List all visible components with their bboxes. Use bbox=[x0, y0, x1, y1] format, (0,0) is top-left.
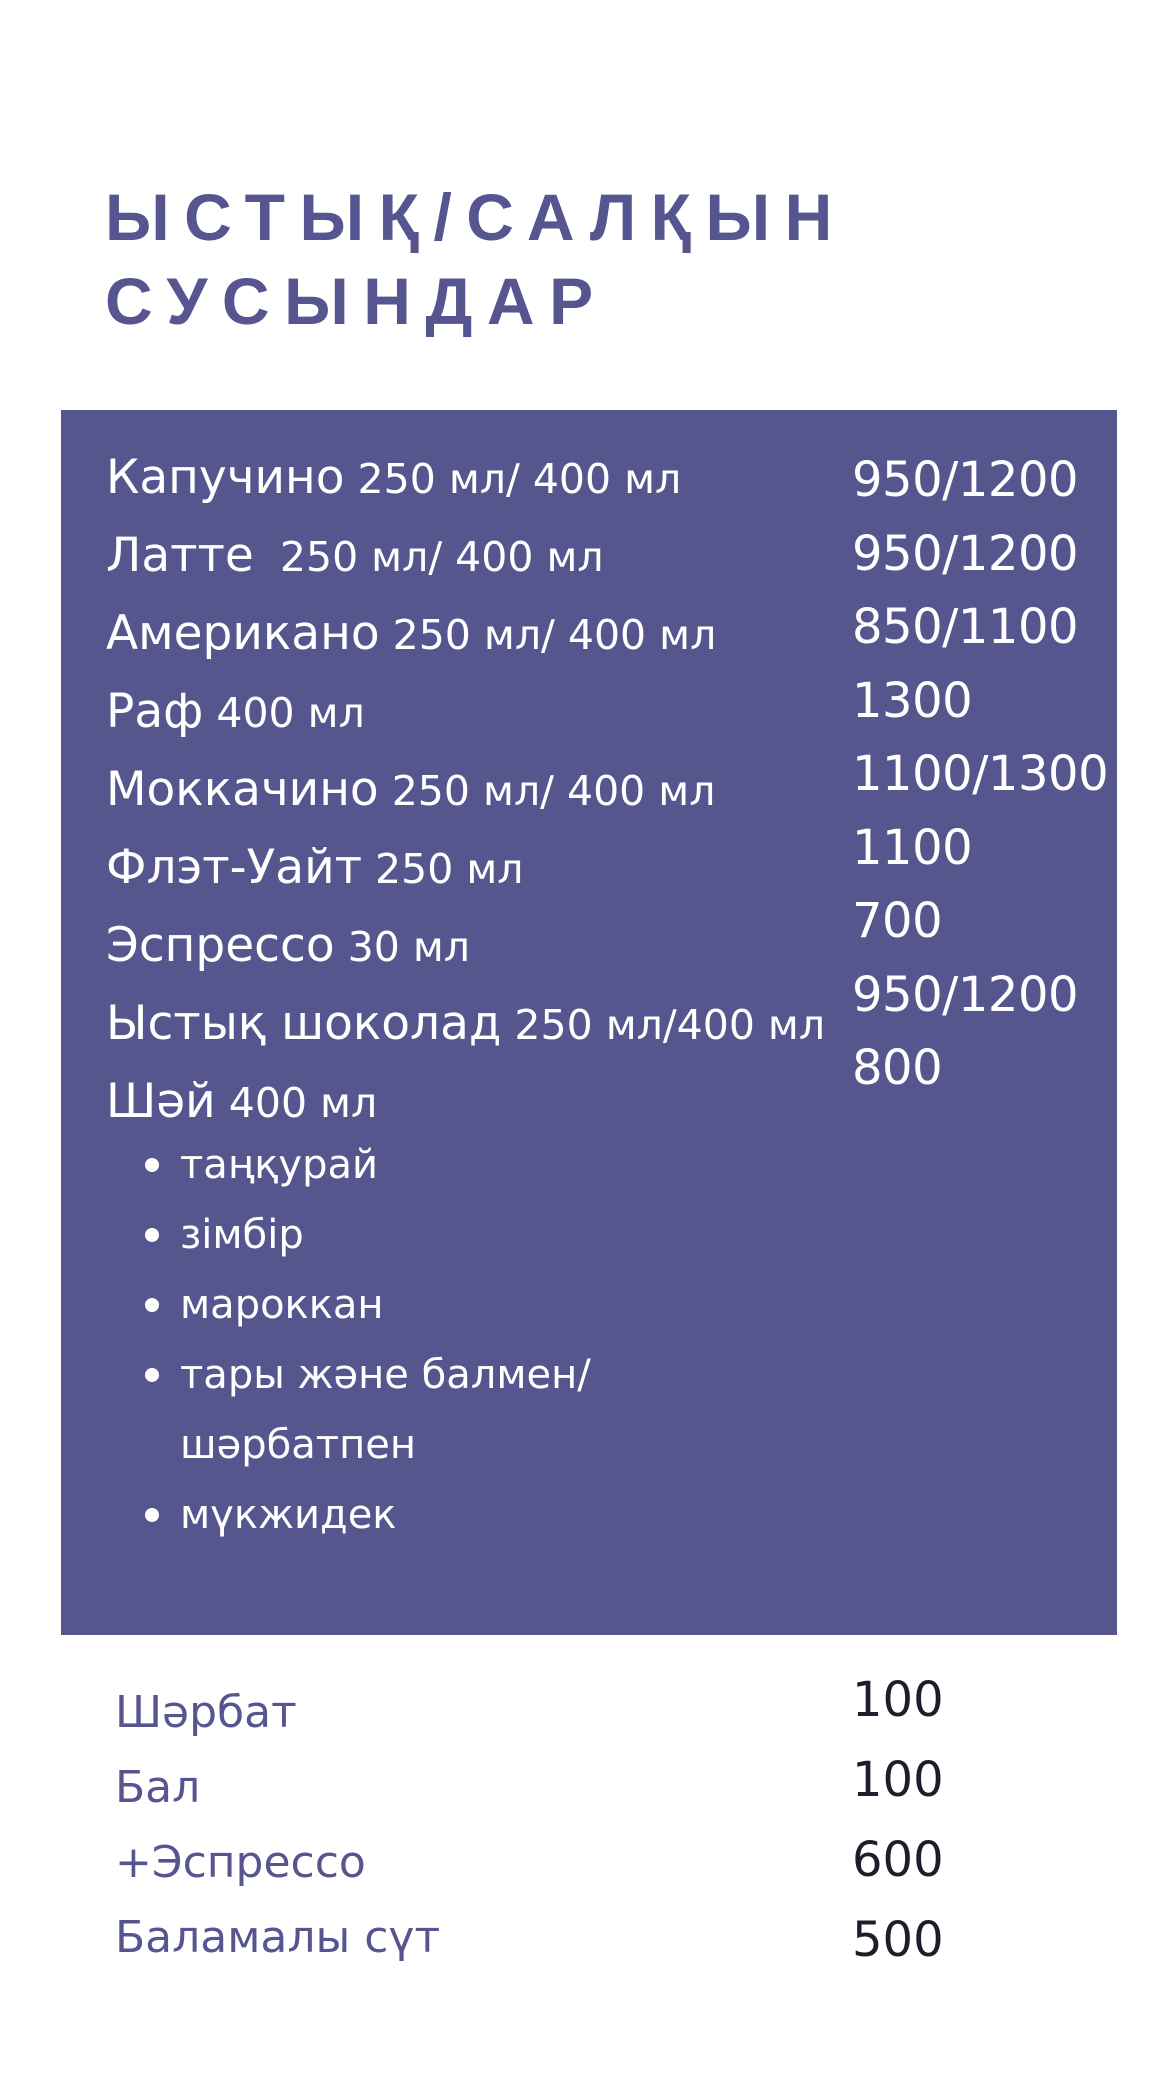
drink-volume: 250 мл/ 400 мл bbox=[379, 611, 717, 659]
extra-name: Бал bbox=[115, 1762, 201, 1813]
drink-volume: 250 мл/400 мл bbox=[501, 1001, 826, 1049]
tea-option-label: таңқурай bbox=[180, 1142, 378, 1188]
tea-option-label: шәрбатпен bbox=[180, 1422, 416, 1468]
bullet-icon bbox=[145, 1298, 159, 1312]
drink-row-latte bbox=[106, 516, 856, 594]
drink-name: Флэт-Уайт bbox=[106, 840, 362, 895]
drink-price: 1100 bbox=[852, 819, 973, 876]
drink-price: 850/1100 bbox=[852, 599, 1079, 655]
drink-row-cappuccino bbox=[106, 438, 856, 516]
drink-price: 1300 bbox=[852, 672, 973, 729]
menu-title-line-1: ЫСТЫҚ/САЛҚЫН bbox=[105, 180, 847, 254]
drink-row-tea bbox=[106, 1062, 856, 1140]
tea-option bbox=[145, 1200, 665, 1270]
drink-volume: 250 мл/ 400 мл bbox=[378, 767, 716, 815]
drink-name: Американо bbox=[106, 606, 380, 661]
drink-name: Ыстық шоколад bbox=[106, 996, 502, 1051]
tea-option bbox=[145, 1270, 665, 1340]
drink-row-mochaccino bbox=[106, 750, 856, 828]
tea-option-label: зімбір bbox=[180, 1212, 304, 1258]
extra-price: 100 bbox=[852, 1752, 944, 1808]
tea-option-label: мүкжидек bbox=[180, 1492, 397, 1538]
tea-option bbox=[145, 1340, 665, 1410]
tea-option bbox=[145, 1480, 665, 1550]
bullet-icon bbox=[145, 1368, 159, 1382]
drink-price: 700 bbox=[852, 893, 943, 949]
drink-name: Капучино bbox=[106, 450, 345, 505]
drink-volume: 250 мл/ 400 мл bbox=[344, 455, 682, 503]
extra-name: +Эспрессо bbox=[115, 1837, 366, 1888]
tea-option bbox=[145, 1130, 665, 1200]
drink-row-hot-chocolate bbox=[106, 984, 856, 1062]
drink-row-americano bbox=[106, 594, 856, 672]
drink-price: 950/1200 bbox=[852, 966, 1079, 1023]
drink-volume: 400 мл bbox=[215, 1079, 378, 1127]
menu-title-line-2: СУСЫНДАР bbox=[105, 264, 608, 338]
bullet-icon bbox=[145, 1228, 159, 1242]
extra-name: Баламалы сүт bbox=[115, 1912, 441, 1963]
drink-row-flat-white bbox=[106, 828, 856, 906]
drink-name: Раф bbox=[106, 684, 204, 739]
drink-price: 1100/1300 bbox=[852, 746, 1109, 802]
extra-name: Шәрбат bbox=[115, 1687, 297, 1738]
drink-name: Шәй bbox=[106, 1074, 216, 1129]
drink-volume: 30 мл bbox=[334, 923, 470, 971]
bullet-icon bbox=[145, 1508, 159, 1522]
drink-price: 800 bbox=[852, 1040, 943, 1096]
tea-options-list bbox=[145, 1130, 665, 1550]
bullet-icon bbox=[145, 1158, 159, 1172]
menu-title bbox=[105, 175, 1005, 343]
tea-option-label: тары және балмен/ bbox=[180, 1352, 591, 1398]
drink-volume: 250 мл bbox=[362, 845, 524, 893]
extras-list bbox=[115, 1675, 565, 1975]
drink-volume: 400 мл bbox=[203, 689, 365, 737]
drink-volume: 250 мл/ 400 мл bbox=[253, 533, 604, 581]
drink-prices bbox=[852, 444, 1112, 1106]
drink-row-raf bbox=[106, 672, 856, 750]
drink-price: 950/1200 bbox=[852, 525, 1079, 582]
tea-option-continuation bbox=[145, 1410, 665, 1480]
drink-name: Моккачино bbox=[106, 762, 379, 817]
tea-option-label: мароккан bbox=[180, 1282, 384, 1328]
drink-price: 950/1200 bbox=[852, 452, 1079, 508]
extra-price: 600 bbox=[852, 1832, 944, 1888]
extra-price: 500 bbox=[852, 1912, 944, 1968]
drink-row-espresso bbox=[106, 906, 856, 984]
extra-price: 100 bbox=[852, 1672, 944, 1728]
drinks-list bbox=[106, 438, 856, 1140]
drink-name: Латте bbox=[106, 528, 254, 583]
drink-name: Эспрессо bbox=[106, 918, 335, 973]
extras-prices bbox=[852, 1660, 1052, 1980]
